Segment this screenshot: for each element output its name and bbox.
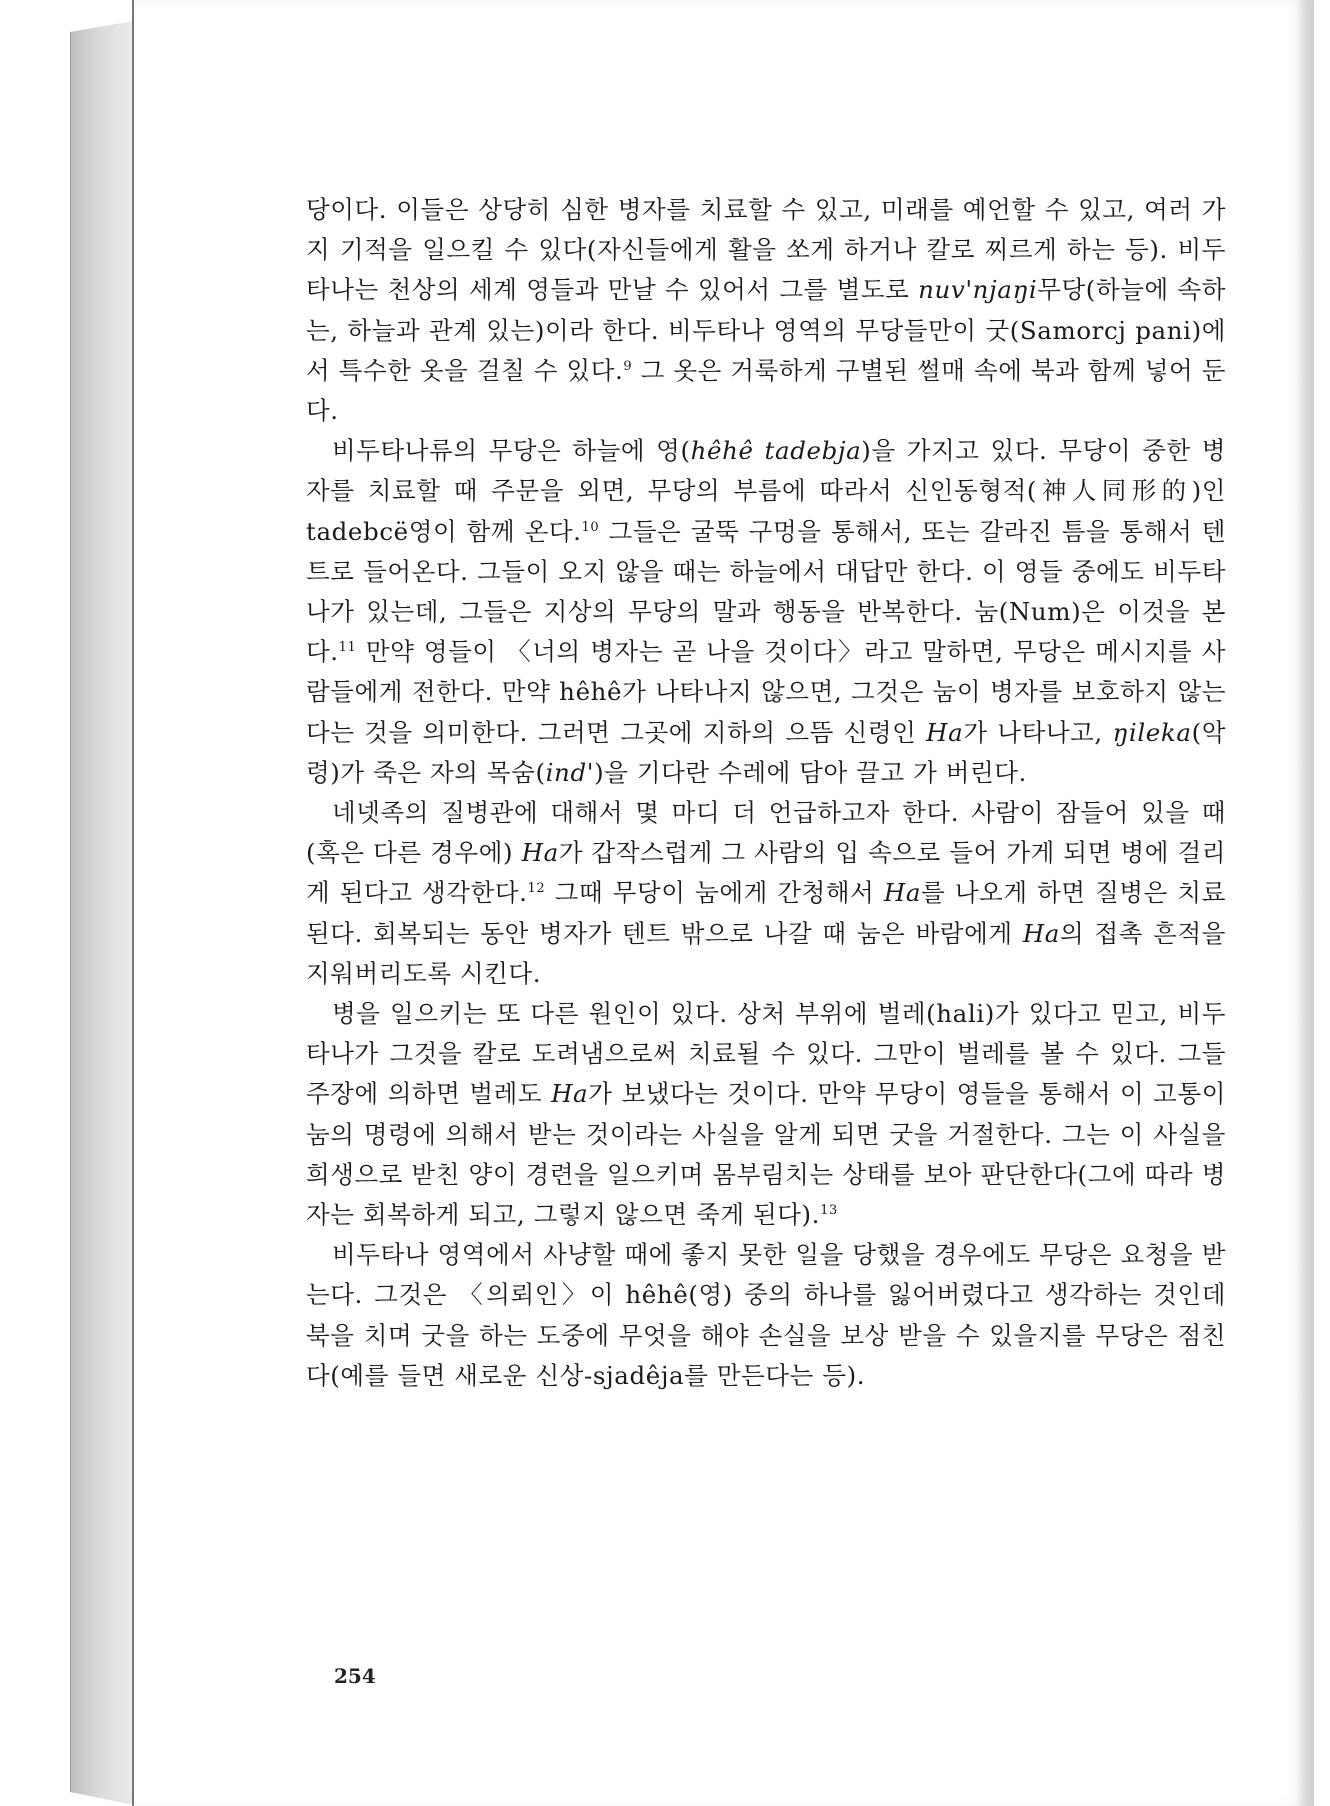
footnote-ref: 13 (820, 1203, 838, 1219)
text-run: 가 나타나고, (963, 717, 1113, 747)
text-run: 그들은 굴뚝 구멍을 통해서, 또는 갈라진 틈을 통해서 텐트로 들어온다. 그들이 오지 않을 때는 하늘에서 대답만 한다. 이 영들 중에도 비두타나가 있는데, 그들은 지상의 무당의 말과 행동을 반복한다. 눔(Num)은 이것을 본다. (306, 516, 1227, 667)
italic-term: Ha (521, 838, 559, 868)
italic-term: Ha (926, 717, 964, 747)
text-run: 를 나오게 하면 질병은 치료된다. 회복되는 동안 병자가 텐트 밖으로 나갈 때 눔은 바람에게 (306, 878, 1226, 948)
text-run: (악령)가 죽은 자의 목숨( (306, 717, 1226, 787)
text-run: 네넷족의 질병관에 대해서 몇 마디 더 언급하고자 한다. 사람이 잠들어 있을 때 (혹은 다른 경우에) (306, 798, 1226, 868)
italic-term: Ha (1022, 918, 1061, 948)
footnote-ref: 10 (581, 519, 600, 535)
footnote-ref: 9 (623, 358, 633, 374)
body-text (306, 190, 1226, 1396)
text-run: )을 기다란 수레에 담아 끌고 가 버린다. (594, 757, 1027, 787)
italic-term: nuv'njaŋi (918, 275, 1038, 305)
book-spine (70, 20, 139, 1806)
italic-term: hêhê tadebja (690, 436, 862, 466)
paragraph (306, 994, 1226, 1235)
text-run: 무당(하늘에 속하는, 하늘과 관계 있는)이라 한다. 비두타나 영역의 무당들만이 굿(Samorcj pani)에서 특수한 옷을 걸칠 수 있다. (306, 275, 1226, 385)
italic-term: Ha (551, 1079, 589, 1109)
italic-term: ind' (545, 757, 595, 787)
text-run: 의 접촉 흔적을 지워버리도록 시킨다. (306, 918, 1226, 988)
text-run: 그때 무당이 눔에게 간청해서 (545, 878, 884, 908)
page-edge-shadow (1296, 0, 1314, 1806)
text-run: 그 옷은 거룩하게 구별된 썰매 속에 북과 함께 넣어 둔다. (306, 355, 1226, 426)
text-run: )을 가지고 있다. 무당이 중한 병자를 치료할 때 주문을 외면, 무당의 부름에 따라서 신인동형적(神人同形的)인 tadebcë영이 함께 온다. (306, 436, 1226, 546)
paragraph (306, 793, 1226, 994)
italic-term: Ha (883, 878, 922, 908)
paragraph (306, 190, 1226, 431)
italic-term: ŋileka (1112, 717, 1192, 747)
page-number: 254 (334, 1664, 376, 1688)
text-run: 병을 일으키는 또 다른 원인이 있다. 상처 부위에 벌레(hali)가 있다고 믿고, 비두타나가 그것을 칼로 도려냄으로써 치료될 수 있다. 그만이 벌레를 볼 수 있다. 그들 주장에 의하면 벌레도 (306, 999, 1226, 1109)
text-run: 당이다. 이들은 상당히 심한 병자를 치료할 수 있고, 미래를 예언할 수 있고, 여러 가지 기적을 일으킬 수 있다(자신들에게 활을 쏘게 하거나 칼로 찌르게 하는 등). 비두타나는 천상의 세계 영들과 만날 수 있어서 그를 별도로 (306, 195, 1226, 305)
text-run: 만약 영들이 〈너의 병자는 곧 나을 것이다〉라고 말하면, 무당은 메시지를 사람들에게 전한다. 만약 hêhê가 나타나지 않으면, 그것은 눔이 병자를 보호하지 않는다는 것을 의미한다. 그러면 그곳에 지하의 으뜸 신령인 (306, 637, 1226, 747)
footnote-ref: 11 (338, 640, 357, 656)
footnote-ref: 12 (527, 881, 546, 897)
text-run: 가 갑작스럽게 그 사람의 입 속으로 들어 가게 되면 병에 걸리게 된다고 생각한다. (306, 838, 1226, 908)
text-run: 비두타나류의 무당은 하늘에 영( (332, 436, 691, 466)
text-run: 비두타나 영역에서 사냥할 때에 좋지 못한 일을 당했을 경우에도 무당은 요청을 받는다. 그것은 〈의뢰인〉이 hêhê(영) 중의 하나를 잃어버렸다고 생각하는 것인데 북을 치며 굿을 하는 도중에 무엇을 해야 손실을 보상 받을 수 있을지를 무당은 점친다(예를 들면 새로운 신상-sjadêja를 만든다는 등). (306, 1240, 1226, 1390)
paragraph (306, 1235, 1226, 1396)
text-run: 가 보냈다는 것이다. 만약 무당이 영들을 통해서 이 고통이 눔의 명령에 의해서 받는 것이라는 사실을 알게 되면 굿을 거절한다. 그는 이 사실을 희생으로 받친 양이 경련을 일으키며 몸부림치는 상태를 보아 판단한다(그에 따라 병자는 회복하게 되고, 그렇지 않으면 죽게 된다). (306, 1079, 1226, 1230)
paragraph (306, 431, 1226, 793)
